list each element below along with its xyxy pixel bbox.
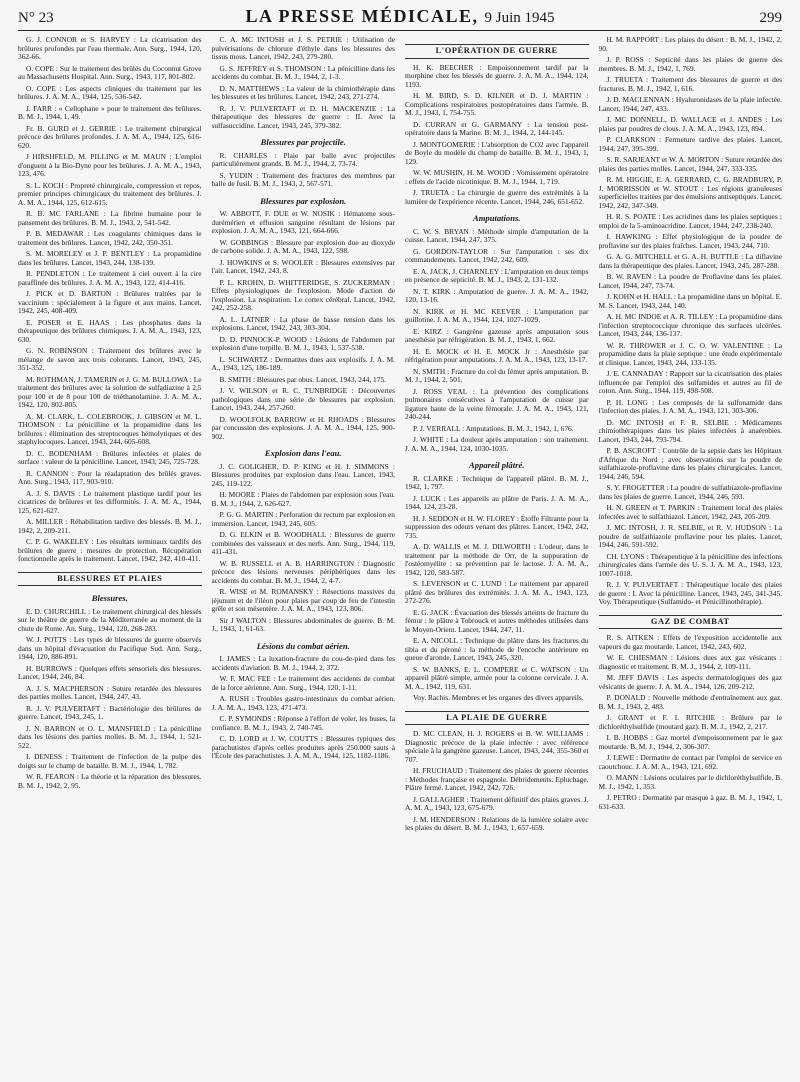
subsection-heading: Explosion dans l'eau. [264, 448, 342, 458]
bibliography-entry: S. R. SARJEANT et W. A. MORTON : Suture retardée des plaies des parties molles. Lancet, 1944, 247, 333-335. [598, 155, 782, 173]
bibliography-entry: W. GOBBINGS : Blessure par explosion due au dioxyde de carbone solide. J. A. M. A., 1943, 122, 598. [211, 237, 395, 255]
subsection-heading: Blessures par projectile. [260, 137, 346, 147]
bibliography-entry: H. M. BIRD, S. D. KILNER et D. J. MARTIN : Complications respiratoires postopératoires dans l'armée. B. M. J., 1943, 1, 754-755. [405, 91, 589, 117]
bibliography-entry: E. KIRZ : Gangrène gazeuse après amputation sous anesthésie par réfrigération. B. M. J., 1943, 1, 662. [405, 326, 589, 344]
bibliography-entry: S. W. BANKS, E. L. COMPERE et C. WATSON : Un appareil plâtré simple, armée pour la colonne cervicale. J. A. M. A., 1942, 119, 631. [405, 664, 589, 691]
bibliography-entry: A. D. WALLIS et M. J. DILWORTH : L'odeur, dans le traitement par la méthode de Orr, de la suppuration de l'ostéomyélite : sa prévention par le lactose. J. A. M. A., 1942, 120, 583-587. [405, 542, 589, 577]
bibliography-entry: R. CANNON : Pour la réadaptation des brûlés graves. Ann. Surg., 1943, 117, 903-910. [18, 468, 202, 486]
bibliography-entry: A. H. MC INDOE et A. R. TILLEY : La propamidine dans l'infection streptococcique chronique des surfaces ulcérées. Lancet, 1943, 244, 136-137. [598, 312, 782, 338]
column-1 [18, 36, 202, 1076]
bibliography-entry: D. WOOLFOLK BARROW et H. RHOADS : Blessures par concussion des explosions. J. A. M. A., 1944, 125, 900-902. [211, 414, 395, 441]
bibliography-entry: W. R. FEARON : La théorie et la réparation des blessures. B. M. J., 1942, 2, 95. [18, 772, 202, 790]
bibliography-entry: W. R. THROWER et J. C. O. W. VALENTINE : La propamidine dans la plaie septique : une étude expérimentale et clinique. Lancet, 1943, 244, 133-135. [598, 340, 782, 367]
bibliography-entry: I. JAMES : La luxation-fracture du cou-de-pied dans les accidents d'aviation. B. M. J., 1944, 2, 372. [211, 654, 395, 672]
bibliography-entry: D. D. PINNOCK-P. WOOD : Lésions de l'abdomen par explosion d'une torpille. B. M. J., 1943, 1, 537-538. [211, 334, 395, 352]
bibliography-entry: I. HAWKING : Effet physiologique de la poudre de proflavine sur des plaies fraîches. Lancet, 1943, 244, 710. [598, 232, 782, 250]
bibliography-entry: E. G. JACK : Évacuation des blessés atteints de fracture du fémur : le plâtre à Tobrouck et autres méthodes utilisées dans le Moyen-Orient. Lancet, 1944, 247, 11. [405, 607, 589, 634]
journal-title: LA PRESSE MÉDICALE, [245, 6, 479, 26]
bibliography-entry: J. C. GOLIGHER, D. P. KING et H. I. SIMMONS : Blessures produites par explosion dans l'eau. Lancet, 1943, 245, 119-122. [211, 461, 395, 488]
bibliography-entry: G. A. G. MITCHELL et G. A. H. BUTTLE : La diflavine dans la thérapeutique des plaies. Lancet, 1943, 245, 287-288. [598, 252, 782, 270]
bibliography-entry: G. S. JEFFREY et S. THOMSON : La pénicilline dans les accidents du combat. B. M. J., 1944, 2, 1-3. [211, 63, 395, 81]
section-heading: BLESSURES ET PLAIES [18, 572, 202, 587]
bibliography-entry: S. LEVENSON et C. LUND : Le traitement par appareil plâtré des brûlures des extrémités. J. A. M. A., 1943, 123, 272-276. [405, 579, 589, 605]
bibliography-entry: H. M. RAPPORT : Les plaies du désert : B. M. J., 1942, 2, 90. [598, 36, 782, 53]
bibliography-entry: I. B. HOBBS : Gaz mortel d'empoisonnement par le gaz moutarde. B. M. J., 1944, 2, 306-307. [598, 733, 782, 751]
bibliography-entry: A. J. S. DAVIS : Le traitement plastique tardif pour les cicatrices de brûlures et les difformités. J. A. M. A., 1944, 125, 621-627. [18, 488, 202, 515]
bibliography-entry: I. DENESS : Traitement de l'infection de la pulpe des doigts sur le champ de bataille. B. M. J., 1944, 1, 782. [18, 752, 202, 770]
bibliography-entry: J. P. ROSS : Septicité dans les plaies de guerre des membres. B. M. J., 1942, 1, 769. [598, 55, 782, 73]
bibliography-entry: Fr. B. GURD et J. GERRIE : Le traitement chirurgical précoce des brûlures profondes. J. A. M. A., 1944, 125, 616-620. [18, 123, 202, 150]
bibliography-entry: O. COPE : Sur le traitement des brûlés du Coconnut Grove au Massachusetts Hospital. Ann. Surg., 1943, 117, 801-802. [18, 63, 202, 81]
bibliography-entry: W. W. MUSHIN, H. M. WOOD : Vomissement opératoire : effets de l'acide nicotinique. B. M. J., 1944, 1, 719. [405, 168, 589, 186]
bibliography-entry: R. J. V. PULVERTAFT et D. H. MACKENZIE : La thérapeutique des blessures de guerre : II. Avec la sulfasuccidine. Lancet, 1943, 245, 379-382. [211, 103, 395, 130]
bibliography-entry: B. SMITH : Blessures par obus. Lancet, 1943, 244, 175. [219, 374, 386, 384]
bibliography-entry: Sir J WALTON : Blessures abdominales de guerre. B. M. J., 1943, 1, 61-63. [211, 615, 395, 633]
bibliography-entry: O. COPE : Les aspects cliniques du traitement par les brûlures. J. A. M. A., 1944, 125, 536-542. [18, 83, 202, 101]
bibliography-entry: H. J. SEDDON et H. W. FLOREY : Étoffe Filtrante pour la suppression des odeurs venant des plâtres. Lancet, 1942, 242, 735. [405, 513, 589, 540]
bibliography-entry: R. S. AITKEN : Effets de l'exposition accidentelle aux vapeurs du gaz moutarde. Lancet, 1942, 243, 602. [598, 633, 782, 651]
bibliography-entry: C. P. G. WAKELEY : Les résultats terminaux tardifs des brûlures de guerre : mesures de protection. Récupération fonctionnelle après le traitement. Lancet, 1942, 242, 410-411. [18, 537, 202, 563]
subsection-heading: Blessures par explosion. [260, 195, 347, 206]
section-heading: L'OPÉRATION DE GUERRE [405, 44, 589, 59]
bibliography-entry: C. A. MC INTOSH et J. S. PETRIE : Utilisation de pulvérisations de chlorure d'éthyle dans les blessures des tissus mous. Lancet, 1942, 243, 279-280. [211, 36, 395, 61]
bibliography-entry: J. ROSS VEAL : La prévention des complications pulmonaires consécutives à l'amputation de cuisse par ligature haute de la veine fémorale. J. A. M. A., 1943, 121, 240-244. [405, 386, 589, 421]
bibliography-entry: J. V. WILSON et R. C. TUNBRIDGE : Découvertes pathologiques dans une série de blessures par explosion. Lancet, 1943, 244, 257-260. [211, 386, 395, 412]
bibliography-entry: S. YUDIN : Traitement des fractures des membres par balle de fusil. B. M. J., 1943, 2, 567-571. [211, 170, 395, 188]
subsection-heading: Blessures. [91, 593, 128, 603]
bibliography-entry: E. D. CHURCHILL : Le traitement chirurgical des blessés sur le théâtre de guerre de la Méditerranée au moment de la chute de Rome. An. Surg., 1944, 120, 268-283. [18, 606, 202, 633]
column-4 [599, 36, 783, 1076]
bibliography-entry: P. G. G. MARTIN : Perforation du rectum par explosion en immersion. Lancet, 1943, 245, 605. [211, 510, 395, 528]
bibliography-entry: A. L. LATNER : La phase de basse tension dans les explosions. Lancet, 1942, 243, 303-304. [211, 314, 395, 332]
bibliography-entry: J. MC DONNELL, D. WALLACE et J. ANDES : Les plaies par poudres de clous. J. A. M. A., 1943, 123, 894. [598, 115, 782, 133]
bibliography-entry: A. MILLER : Réhabilitation tardive des blessés. B. M. J., 1942, 2, 209-211. [18, 517, 202, 535]
page-header [18, 6, 782, 31]
bibliography-entry: R. WISE et M. ROMANSKY : Résections massives du jéjunum et de l'iléon pour plaies par coup de feu de l'intestin grêle et son mésentère. J. A. M. A., 1943, 123, 806. [211, 587, 395, 613]
subsection-heading: Lésions du combat aérien. [256, 640, 350, 651]
bibliography-entry: W. ABBOTT, F. DUE et W. NOSIK : Hématome sous-durémérien et effusion sanguine résultant de lésions par explosion. J. A. M. A., 1943, 121, 664-666. [211, 209, 395, 235]
bibliography-entry: J. WHITE : La douleur après amputation : son traitement. J. A. M. A., 1944, 124, 1030-1035. [405, 435, 589, 453]
bibliography-entry: J. D. MACLENNAN : Hyaluronidases de la plaie infectée. Lancet, 1944, 247, 433. [598, 95, 782, 113]
bibliography-entry: J. GALLAGHER : Traitement définitif des plaies graves. J. A. M. A., 1943, 123, 675-679. [405, 794, 589, 812]
bibliography-entry: J. PICK et D. BARTON : Brûlures traitées par le vaccinium : spécialement à la figure et aux mains. Lancet, 1942, 245, 408-409. [18, 289, 202, 315]
bibliography-entry: D. C. BODENHAM : Brûlures infectées et plaies de surface : valeur de la pénicilline. Lancet, 1943, 245, 725-728. [18, 448, 202, 466]
bibliography-entry: J. PETRO : Dermatite par masque à gaz. B. M. J., 1942, 1, 631-633. [598, 793, 782, 811]
bibliography-entry: C. W. S. BRYAN : Méthode simple d'amputation de la cuisse. Lancet, 1944, 247, 375. [405, 226, 589, 244]
bibliography-entry: S. Y. FROGETTER : La poudre de sulfathiazole-proflavine dans les plaies de guerre. Lancet, 1944, 246, 593. [598, 483, 782, 501]
bibliography-entry: G. J. CONNOR et S. HARVEY : La cicatrisation des brûlures profondes par l'eau thermale. Ann. Surg., 1944, 120, 362-66. [18, 36, 202, 61]
bibliography-entry: P. DONALD : Nouvelle méthode d'entraînement aux gaz. B. M. J., 1943, 2, 483. [598, 693, 782, 711]
bibliography-entry: J. MONTGOMERIE : L'absorption de CO2 avec l'appareil de Boyle du modèle du champ de bataille. B. M. J., 1943, 1, 129. [405, 139, 589, 166]
columns-container [18, 36, 782, 1076]
bibliography-entry: H. FRUCHAUD : Traitement des plaies de guerre récentes : Méthodes française et espagnole. Débridements. Epluchage. Plâtre fermé. Lancet, 1942, 242, 726. [405, 766, 589, 792]
bibliography-entry: R. J. V. PULVERTAFT : Bactériologie des brûlures de guerre. Lancet, 1943, 245, 1. [18, 703, 202, 721]
bibliography-entry: A. RUSH : Troubles gastro-intestinaux du combat aérien. J. A. M. A., 1943, 123, 471-473. [211, 694, 395, 712]
bibliography-entry: H. BURROWS : Quelques effets sensoriels des blessures. Lancet, 1944, 246, 84. [18, 663, 202, 681]
bibliography-entry: D. MC INTOSH et F. R. SELBIE : Médicaments chimiothérapiques dans les plaies infectées à anaérobies. Lancet, 1943, 244, 793-794. [598, 417, 782, 444]
bibliography-entry: J. HOWKINS et S. WOOLER : Blessures extensives par l'air. Lancet, 1942, 243, 8. [211, 257, 395, 275]
bibliography-entry: CH. LYONS : Thérapeutique à la pénicilline des infections chirurgicales dans l'armée des U. S. J. A. M. A., 1943, 123, 1007-1018. [598, 551, 782, 578]
bibliography-entry: W. J. POTTS : Les types de blessures de guerre observés dans un hôpital d'évacuation du Pacifique Sud. Ann. Surg., 1944, 120, 886-891. [18, 635, 202, 661]
bibliography-entry: D. CURRAN et G. GARMANY : La tension post-opératoire dans la Marine. B. M. J., 1944, 2, 144-145. [405, 119, 589, 137]
bibliography-entry: J. N. BARRON et O. L. MANSFIELD : La pénicilline dans les lésions des parties molles. B. M. J., 1944, 1, 521-522. [18, 723, 202, 750]
bibliography-entry: E. A. NICOLL : Technique du plâtre dans les fractures du tibia et du péroné : la méthode de l'encoche antérieure en queue d'aronde. Lancet, 1943, 245, 320. [405, 636, 589, 662]
bibliography-entry: P. H. LONG : Les composés de la sulfonamide dans l'infection des plaies. J. A. M. A., 1943, 121, 303-306. [598, 397, 782, 415]
bibliography-entry: J. GRANT et F. I. RITCHIE : Brûlure par le dichloréthylsulfide (moutard gaz). B. M. J., 1942, 2, 217. [598, 713, 782, 731]
bibliography-entry: R. M. HIGGIE, E. A. GERRARD, C. G. BRADBURY, P. J. MORRISSON et W. STOUT : Les régions granuleuses superficielles traitées par des émulsions antiseptiques. Lancet, 1942, 242, 347-349. [598, 175, 782, 210]
bibliography-entry: J. MC INTOSH, J. R. SELBIE, et R. V. HUDSON : La poudre de sulfathiazole proflavine pour les plaies. Lancet, 1944, 246, 591-592. [598, 523, 782, 549]
bibliography-entry: G. GORDON-TAYLOR : Sur l'amputation : ses dix commandements. Lancet, 1942, 242, 609. [405, 246, 589, 264]
bibliography-entry: R. J. V. PULVERTAFT : Thérapeutique locale des plaies de guerre : I. Avec la pénicilline. Lancet, 1943, 245, 341-345. Voy. Thérapeutique (Sulfamido- et Pénicillinothérapie). [598, 580, 782, 606]
bibliography-entry: O. MANN : Lésions oculaires par le dichloréthylsulfide. B. M. J., 1942, 1, 353. [598, 773, 782, 791]
journal-title-line [128, 6, 672, 27]
bibliography-entry: D. MC CLEAN, H. J. ROGERS et B. W. WILLIAMS : Diagnostic précoce de la plaie infectée : avec référence spéciale à la gangrène gazeuse. Lancet, 1943, 244, 355-360 et 707. [405, 729, 589, 764]
issue-date: 9 Juin 1945 [484, 10, 555, 26]
subsection-heading: Appareil plâtré. [469, 460, 525, 470]
column-3 [405, 36, 589, 1076]
bibliography-entry: J HIRSHFELD, M. PILLING et M. MAUN : L'emploi d'onguent à la Bio-Dyne pour les brûlures. J. A. M. A., 1943, 123, 476. [18, 152, 202, 178]
bibliography-entry: J. FARR : « Cellophane » pour le traitement des brûlures. B. M. J., 1944, 1, 49. [18, 103, 202, 121]
bibliography-entry: M. JEFF DAVIS : Les aspects dermatologiques des gaz vésicants de guerre. J. A. M. A., 1944, 126, 209-212. [598, 673, 782, 691]
bibliography-entry: P. B. MEDAWAR : Les coagulants chimiques dans le traitement des brûlures. Lancet, 1942, 242, 350-351. [18, 229, 202, 247]
bibliography-entry: R. PENDLETON : Le traitement à ciel ouvert à la cire paraffinée des brûlures. J. A. M. A., 1943, 122, 414-416. [18, 269, 202, 287]
bibliography-entry: P. J. VERRALL : Amputations. B. M. J., 1942, 1, 676. [413, 423, 574, 433]
bibliography-entry: H. R. S. POATE : Les acridines dans les plaies septiques ; emploi de la 5-aminoacridine. Lancet, 1944, 247, 238-240. [598, 212, 782, 230]
bibliography-entry: W. B. RUSSELL et A. B. HARRINGTON : Diagnostic précoce des lésions nerveuses périphériques dans les accidents du combat. B. M. J., 1944, 2, 4-7. [211, 558, 395, 585]
bibliography-entry: P. CLARKSON : Fermeture tardive des plaies. Lancet, 1944, 247, 395-399. [598, 135, 782, 153]
subsection-heading: Amputations. [472, 213, 521, 223]
bibliography-entry: N. T. KIRK : Amputation de guerre. J. A. M. A., 1942, 120, 13-16. [405, 286, 589, 304]
bibliography-entry: E. POSER et E. HAAS : Les phosphates dans la thérapeutique des brûlures chimiques. J. A. M. A., 1943, 123, 630. [18, 317, 202, 344]
page-number: 299 [759, 10, 782, 26]
bibliography-entry: R. CLARKE : Technique de l'appareil plâtré. B. M. J., 1942, 1, 797. [405, 473, 589, 491]
bibliography-entry: W. E. CHIESMAN : Lésions dues aux gaz vésicants : diagnostic et traitement. B. M. J., 1944, 2, 109-111. [598, 653, 782, 671]
bibliography-entry: N. SMITH : Fracture du col du fémur après amputation. B. M. J., 1944, 2, 501. [405, 366, 589, 384]
bibliography-entry: J. TRUETA : Traitement des blessures de guerre et des fractures. B. M. J., 1942, 1, 616. [598, 75, 782, 93]
bibliography-entry: D. G. ELKIN et B. WOODHALL : Blessures de guerre combinées des vaisseaux et des nerfs. Ann. Surg., 1944, 119, 411-431. [211, 530, 395, 556]
bibliography-entry: P. L. KROHN, D. WHITTERIDGE, S. ZUCKERMAN : Effets physiologiques de l'explosion. Mode d'action de l'explosion. La respiration. Le cortex cérébral. Lancet, 1942, 242, 252-258. [211, 277, 395, 312]
bibliography-entry: S. L. KOCH : Propreté chirurgicale, compression et repos, premier principes chirurgicaux du traitement des brûlures. J. A. M. A., 1944, 125, 612-615. [18, 180, 202, 207]
bibliography-entry: J. M. HENDERSON : Relations de la lumière solaire avec les plaies du désert. B. M. J., 1943, 1, 657-659. [405, 814, 589, 832]
bibliography-entry: C. P. SYMONDS : Réponse à l'effort de voler, les buses, la confiance. B. M. J., 1943, 2, 740-745. [211, 714, 395, 732]
bibliography-entry: D. N. MATTHEWS : La valeur de la chimiothérapie dans les blessures et les brûlures. Lancet, 1942, 243, 271-274. [211, 83, 395, 101]
issue-number: N° 23 [18, 10, 54, 26]
column-2 [212, 36, 396, 1076]
bibliography-entry: H. MOORE : Plaies de l'abdomen par explosion sous l'eau. B. M. J., 1944, 2, 626-627. [211, 490, 395, 508]
bibliography-entry: J. E. CANNADAY : Rapport sur la cicatrisation des plaies influencée par l'emploi des sulfamides et autres au fil de coton. Ann. Surg., 1944, 119, 498-508. [598, 369, 782, 395]
bibliography-entry: H. K. BEECHER : Empoisonnement tardif par la morphine chez les blessés de guerre. J. A. M. A., 1944, 124, 1193. [405, 62, 589, 89]
bibliography-entry: R. CHARLES : Plaie par balle avec projectiles particulièrement grands. B. M. J., 1944, 2, 73-74. [211, 150, 395, 168]
bibliography-entry: R. B. MC FARLANE : La fibrine humaine pour le pansement des brûlures. B. M. J., 1943, 2, 541-542. [18, 209, 202, 227]
bibliography-entry: S. M. MORELEY et J. P. BENTLEY : La propamidine dans les brûlures. Lancet, 1943, 244, 138-139. [18, 249, 202, 267]
bibliography-entry: J. LUCK : Les appareils au plâtre de Paris. J. A. M. A., 1944, 124, 23-28. [405, 493, 589, 511]
bibliography-entry: J. LEWE : Dermatite de contact par l'emploi de service en caoutchouc. J. A. M. A., 1943, 121, 692. [598, 753, 782, 771]
bibliography-entry: L. SCHWARTZ : Dermatites dues aux explosifs. J. A. M. A., 1943, 125, 186-189. [211, 354, 395, 372]
bibliography-entry: J. KOHN et H. HALL : La propamidine dans un hôpital. E. M. S. Lancet, 1943, 244, 140. [598, 292, 782, 310]
bibliography-entry: A. M. CLARK, L. COLEBROOK, J. GIBSON et M. L. THOMSON : La pénicilline et la propamidine dans les brûlures : élimination des streptocoques hémolytiques et des staphylocoques. Lancet, 1943, 244, 605-608. [18, 411, 202, 446]
bibliography-entry: H. E. MOCK et H. E. MOCK Jr : Anesthésie par réfrigération pour amputations. J. A. M. A., 1943, 123, 13-17. [405, 346, 589, 364]
bibliography-entry: G. N. ROBINSON : Traitement des brûlures avec le mélange de savon aux trois colorants. Lancet, 1943, 245, 351-352. [18, 346, 202, 372]
bibliography-entry: W. F. MAC FEE : Le traitement des accidents de combat de la force aérienne. Ann. Surg., 1944, 120, 1-11. [211, 674, 395, 692]
bibliography-entry: P. B. ASCROFT : Contrôle de la sepsie dans les Hôpitaux d'Afrique du Nord ; avec observations sur la poudre de sulfathiazole-proflavine dans les plaies chirurgicales. Lancet, 1944, 246, 594. [598, 446, 782, 481]
bibliography-entry: E. A. JACK, J. CHARNLEY : L'amputation en deux temps en présence de septicité. B. M. J., 1943, 2, 131-132. [405, 266, 589, 284]
section-heading: GAZ DE COMBAT [599, 615, 783, 630]
bibliography-entry: H. N. GREEN et T. PARKIN : Traitement local des plaies infectées avec le sulfathiazol. Lancet, 1942, 243, 205-209. [598, 503, 782, 521]
section-heading: LA PLAIE DE GUERRE [405, 711, 589, 726]
bibliography-entry: M. ROTHMAN, J. TAMERIN et J. G. M. BULLOWA : Le traitement des brûlures avec la solution de sulfadiazine à 2,5 pour 100 et de 8 pour 100 de triéthanolamine. J. A. M. A., 1942, 120, 802-805. [18, 374, 202, 409]
bibliography-entry: B. W. RAVEN : La poudre de Proflavine dans les plaies. Lancet, 1944, 247, 73-74. [598, 272, 782, 290]
bibliography-entry: N. KIRK et H. MC KEEVER : L'amputation par guillotine. J. A. M. A., 1944, 124, 1027-1029. [405, 306, 589, 324]
bibliography-entry: Voy. Rachis. Membres et les organes des divers appareils. [413, 693, 584, 702]
bibliography-entry: A. J. S. MACPHERSON : Suture retardée des blessures des parties molles. Lancet, 1944, 247, 43. [18, 683, 202, 701]
bibliography-entry: C. D. LORD et J. W. COUTTS : Blessures typiques des parachutistes d'après celles produites après 250.000 sauts à l'École des parachutistes. J. A. M. A., 1944, 125, 1182-1186. [211, 734, 395, 760]
bibliography-entry: J. TRUETA : La chirurgie de guerre des extrémités à la lumière de l'expérience récente. Lancet, 1944, 246, 651-652. [405, 188, 589, 206]
